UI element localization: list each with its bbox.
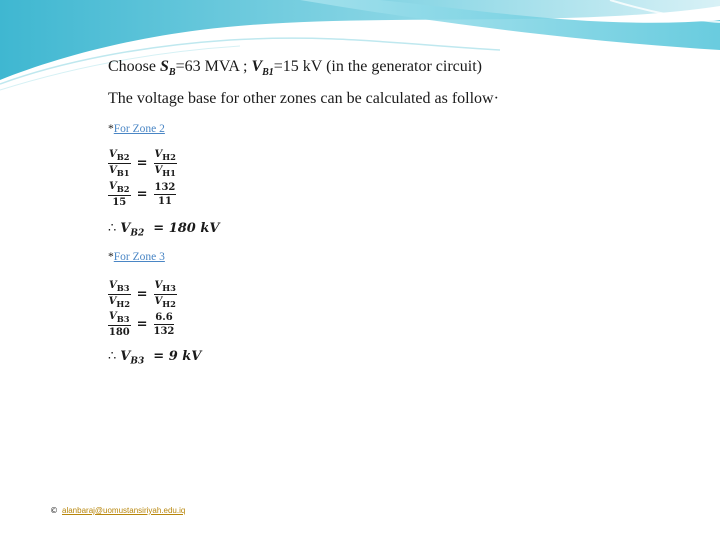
zone3-result: ∴ $V_{B3} = 9$ kV xyxy=(108,349,202,367)
zone2-eq1-num1: $V_{B2}$ xyxy=(109,149,130,162)
footer xyxy=(50,506,185,515)
zone3-ratio-equation: $\frac{V_{B3}}{V_{H2}}$ = $\frac{V_{H3}}{V_{H2}}$ xyxy=(108,280,176,309)
zone2-link[interactable]: For Zone 2 xyxy=(113,123,165,135)
zone3-link[interactable]: For Zone 3 xyxy=(113,251,165,263)
copyright-icon: © xyxy=(50,506,58,515)
base-selection-line: Choose $S_B=63$ MVA ; $V_{B1}=15$ kV (in the generator circuit) xyxy=(108,58,482,79)
voltage-base-description: The voltage base for other zones can be calculated as follow· xyxy=(108,90,499,107)
zone2-result: ∴ $V_{B2} = 180$ kV xyxy=(108,221,220,239)
zone2-numeric-equation: $\frac{V_{B2}}{15}$ = $\frac{132}{11}$ xyxy=(109,181,176,208)
zone2-ratio-equation: $\frac{V_{B2}}{V_{B1}}$ = $\frac{V_{H2}}{V_{H1}}$ xyxy=(109,149,176,178)
zone3-numeric-equation: $\frac{V_{B3}}{180}$ = $\frac{6.6}{132}$ xyxy=(108,311,175,338)
zone2-heading: *For Zone 2 xyxy=(108,123,165,135)
zone3-heading: *For Zone 3 xyxy=(108,251,165,263)
author-email-link[interactable]: alanbaraj@uomustansiriyah.edu.iq xyxy=(62,506,186,515)
